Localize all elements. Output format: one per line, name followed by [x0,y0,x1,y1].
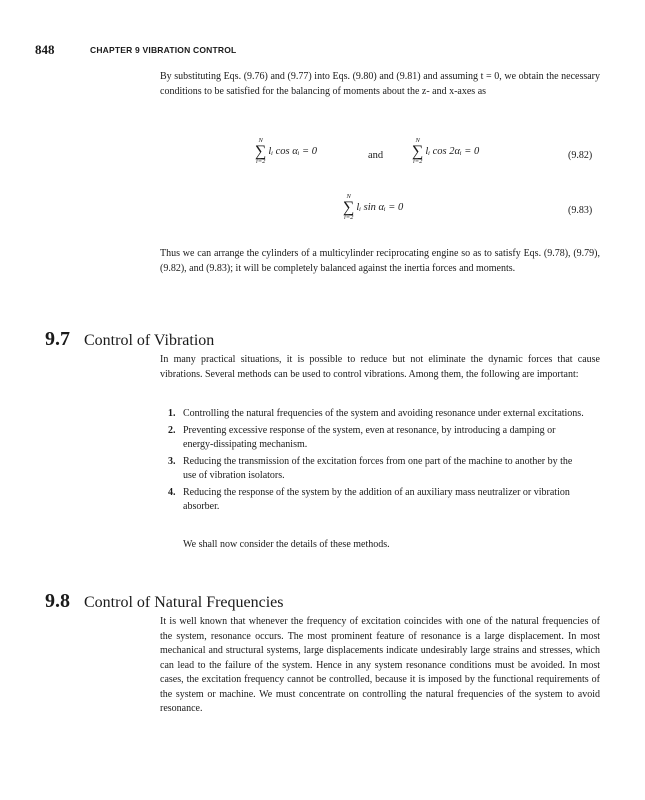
list-item: 2. Preventing excessive response of the system, even at resonance, by introducing a damping or energy-dissipating mechanism. [168,424,556,450]
section-9-7-paragraph: In many practical situations, it is possible to reduce but not eliminate the dynamic forces that cause vibrations. Several methods can be used to control vibrations. Among them, the following are important: [160,354,600,380]
section-number: 9.7 [45,328,70,350]
running-head: CHAPTER 9 VIBRATION CONTROL [90,45,237,55]
summation-symbol: N ∑ i=2 [412,137,424,165]
sum-upper-limit: N [346,193,351,200]
equation-number-9-82: (9.82) [568,150,593,161]
equation-joiner: and [368,150,384,161]
equation-expression: lᵢ sin αᵢ = 0 [356,202,404,213]
equation-9-82-left [255,138,317,165]
page-number: 848 [35,42,55,57]
section-title: Control of Natural Frequencies [84,594,284,611]
equation-expression: lᵢ cos 2αᵢ = 0 [425,146,480,157]
equation-9-83 [343,194,403,221]
equation-expression: lᵢ cos αᵢ = 0 [268,146,317,157]
section-9-8-paragraph: It is well known that whenever the frequency of excitation coincides with one of the natural frequencies of the system, resonance occurs. The most prominent feature of resonance is a large displacement. In most mechanical and structural systems, large displacements indicate undesirably large strains and stresses, which can lead to the failure of the system. Hence in any system resonance conditions must be avoided. In most cases, the excitation frequency cannot be controlled, because it is imposed by the functional requirements of the system or machine. We must concentrate on controlling the natural frequencies of the system to avoid resonance. [160,616,600,714]
control-methods-list [168,407,588,517]
section-9-7-closing: We shall now consider the details of these methods. [183,539,390,550]
section-heading-9-7 [45,328,214,351]
conclusion-paragraph: Thus we can arrange the cylinders of a multicylinder reciprocating engine so as to satisfy Eqs. (9.78), (9.79), (9.82), and (9.83); it will be completely balanced against the inertia forces and moments. [160,248,600,274]
sum-upper-limit: N [258,137,263,144]
sum-lower-limit: i=2 [255,157,266,165]
list-item: 3. Reducing the transmission of the excitation forces from one part of the machine to another by the use of vibration isolators. [168,455,573,481]
section-title: Control of Vibration [84,332,215,349]
section-heading-9-8 [45,590,284,613]
equation-9-82-right [412,138,479,165]
sum-lower-limit: i=2 [343,213,354,221]
section-number: 9.8 [45,590,70,612]
summation-symbol: N ∑ i=2 [255,137,267,165]
intro-paragraph: By substituting Eqs. (9.76) and (9.77) into Eqs. (9.80) and (9.81) and assuming t = 0, we obtain the necessary conditions to be satisfied for the balancing of moments about the z- and x-axes as [160,71,600,97]
equation-number-9-83: (9.83) [568,205,593,216]
summation-symbol: N ∑ i=2 [343,193,355,221]
sum-upper-limit: N [415,137,420,144]
sum-lower-limit: i=2 [412,157,423,165]
list-item: 4. Reducing the response of the system by the addition of an auxiliary mass neutralizer or vibration absorber. [168,486,570,512]
list-item: 1. Controlling the natural frequencies of the system and avoiding resonance under external excitations. [168,408,584,419]
